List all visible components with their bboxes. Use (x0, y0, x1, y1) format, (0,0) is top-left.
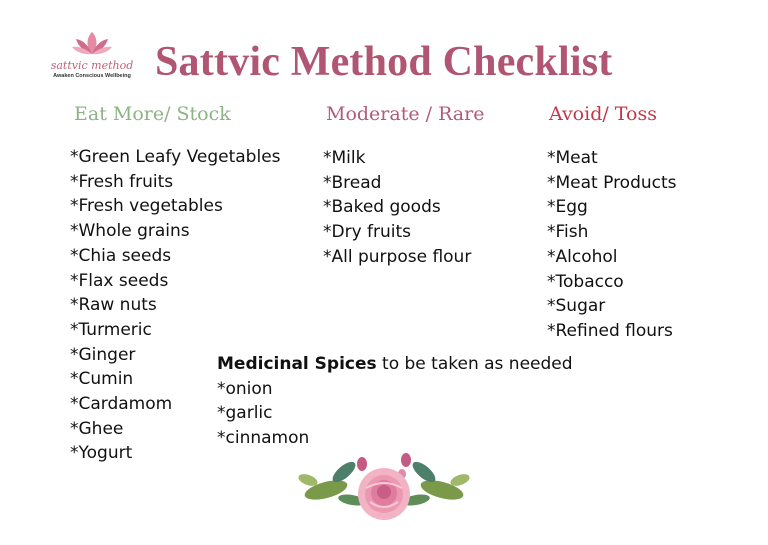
list-item: *All purpose flour (323, 246, 472, 267)
list-item: *Meat Products (547, 172, 677, 193)
brand-tagline: Awaken Conscious Wellbeing (53, 73, 131, 79)
heading-eat-more: Eat More/ Stock (74, 103, 231, 125)
list-item: *Cumin (70, 369, 134, 390)
list-item: *Ginger (70, 344, 136, 365)
list-item: *Fresh fruits (70, 171, 174, 192)
rose-decoration (296, 450, 472, 528)
lotus-icon (70, 30, 114, 58)
avoid-list (547, 146, 677, 344)
list-item: *Milk (323, 148, 366, 168)
list-item: *Turmeric (70, 319, 152, 340)
list-item: *Egg (547, 197, 588, 218)
spices-heading (217, 352, 573, 377)
brand-logo (40, 30, 144, 86)
list-item: *Chia seeds (70, 245, 172, 266)
heading-moderate: Moderate / Rare (326, 103, 485, 125)
medicinal-spices-section (217, 352, 573, 451)
list-item: *onion (217, 378, 273, 399)
list-item: *Sugar (547, 296, 606, 317)
spices-list (217, 377, 573, 451)
list-item: *Baked goods (323, 197, 441, 218)
list-item: *Meat (547, 148, 598, 168)
moderate-list (323, 146, 471, 270)
list-item: *Fish (547, 222, 589, 243)
list-item: *Tobacco (547, 271, 624, 292)
page-title: Sattvic Method Checklist (155, 39, 613, 85)
list-item: *Refined flours (547, 320, 673, 341)
list-item: *Bread (323, 172, 382, 193)
list-item: *Raw nuts (70, 295, 157, 316)
list-item: *Cardamom (70, 394, 173, 415)
brand-name: sattvic method (50, 59, 134, 72)
list-item: *Ghee (70, 418, 124, 439)
list-item: *cinnamon (217, 428, 310, 449)
spices-label: Medicinal Spices (217, 354, 377, 374)
list-item: *Whole grains (70, 221, 190, 242)
spices-note: to be taken as needed (376, 354, 573, 374)
heading-avoid: Avoid/ Toss (549, 103, 657, 125)
list-item: *Alcohol (547, 246, 618, 267)
list-item: *Green Leafy Vegetables (70, 147, 281, 167)
list-item: *Flax seeds (70, 270, 169, 291)
list-item: *Fresh vegetables (70, 196, 223, 217)
list-item: *Dry fruits (323, 222, 412, 243)
list-item: *Yogurt (70, 443, 133, 464)
list-item: *garlic (217, 403, 273, 424)
